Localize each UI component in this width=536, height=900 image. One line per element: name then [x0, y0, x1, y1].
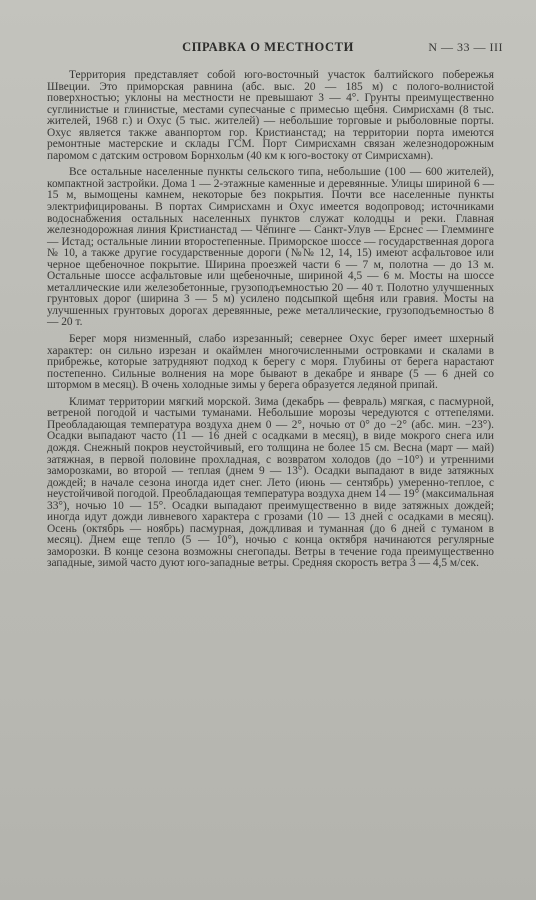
page-title: СПРАВКА О МЕСТНОСТИ [182, 40, 354, 54]
document-body [47, 70, 494, 570]
paragraph-settlements-roads: Все остальные населенные пункты сельского типа, небольшие (100 — 600 жителей), компактной застройки. Дома 1 — 2-этажные каменные и деревянные. Улицы шириной 6 — 15 м, вымощены камнем, некоторые без покрытия. Почти все населенные пункты электрифицированы. В портах Симрисхамн и Охус имеется водопровод; источниками водоснабжения остальных населенных пунктов служат колодцы и реки. Главная железнодорожная линия Кристианстад — Чёпинге — Санкт-Улув — Ерснес — Глемминге — Истад; остальные линии второстепенные. Приморское шоссе — государственная дорога № 10, а также другие государственные дороги (№№ 12, 14, 15) имеют асфальтовое или черное щебеночное покрытие. Ширина проезжей части 6 — 7 м, полотна — до 13 м. Остальные шоссе асфальтовые или щебеночные, шириной 4,5 — 6 м. Мосты на шоссе металлические или железобетонные, грузоподъемностью 20 — 40 т. Полотно улучшенных грунтовых дорог (ширина 3 — 5 м) усилено подсыпкой щебня или гравия. Мосты на улучшенных грунтовых дорогах деревянные, реже металлические, грузоподъемностью 8 — 20 т. [47, 166, 494, 329]
paragraph-climate: Климат территории мягкий морской. Зима (декабрь — февраль) мягкая, с пасмурной, ветреной погодой и частыми туманами. Небольшие морозы чередуются с оттепелями. Преобладающая температура воздуха днем 0 — 2°, ночью от 0° до −2° (абс. мин. −23°). Осадки выпадают часто (11 — 16 дней с осадками в месяц), в виде мокрого снега или дождя. Снежный покров неустойчивый, его толщина не более 15 см. Весна (март — май) затяжная, в первой половине прохладная, с возвратом холодов (до −10°) и утренними заморозками, во второй — теплая (днем 9 — 13°). Осадки выпадают в виде затяжных дождей; в начале сезона иногда идет снег. Лето (июнь — сентябрь) умеренно-теплое, с неустойчивой погодой. Преобладающая температура воздуха днем 14 — 19° (максимальная 33°), ночью 10 — 15°. Осадки выпадают преимущественно в виде затяжных дождей; иногда идут дожди ливневого характера с грозами (10 — 13 дней с осадками в месяц). Осень (октябрь — ноябрь) пасмурная, дождливая и туманная (до 6 дней с туманом в месяц). Днем еще тепло (5 — 10°), ночью с конца октября начинаются регулярные заморозки. В конце сезона возможны снегопады. Ветры в течение года преимущественно западные, зимой часто дуют юго-западные ветры. Средняя скорость ветра 3 — 4,5 м/сек. [47, 395, 494, 570]
paragraph-coast: Берег моря низменный, слабо изрезанный; севернее Охус берег имеет шхерный характер: он сильно изрезан и окаймлен многочисленными островками и скалами в прибрежье, которые затрудняют подход к берегу с моря. Глубины от берега нарастают постепенно. Сильные волнения на море бывают в декабре и январе (5 — 6 дней со штормом в месяц). В очень холодные зимы у берега образуется ледяной припай. [47, 333, 494, 392]
paragraph-territory: Территория представляет собой юго-восточный участок балтийского побережья Швеции. Это приморская равнина (абс. выс. 20 — 185 м) с полого-волнистой поверхностью; уклоны на местности не превышают 3 — 4°. Грунты преимущественно суглинистые и глинистые, местами супесчаные с примесью щебня. Симрисхамн (8 тыс. жителей, 1968 г.) и Охус (5 тыс. жителей) — небольшие торговые и рыболовные порты. Охус является также аванпортом гор. Кристианстад; на территории порта имеются ремонтные мастерские и склады ГСМ. Порт Симрисхамн связан железнодорожным паромом с датским островом Борнхольм (40 км к юго-востоку от Симрисхамн). [47, 69, 494, 162]
map-sheet-code: N — 33 — III [428, 40, 503, 54]
